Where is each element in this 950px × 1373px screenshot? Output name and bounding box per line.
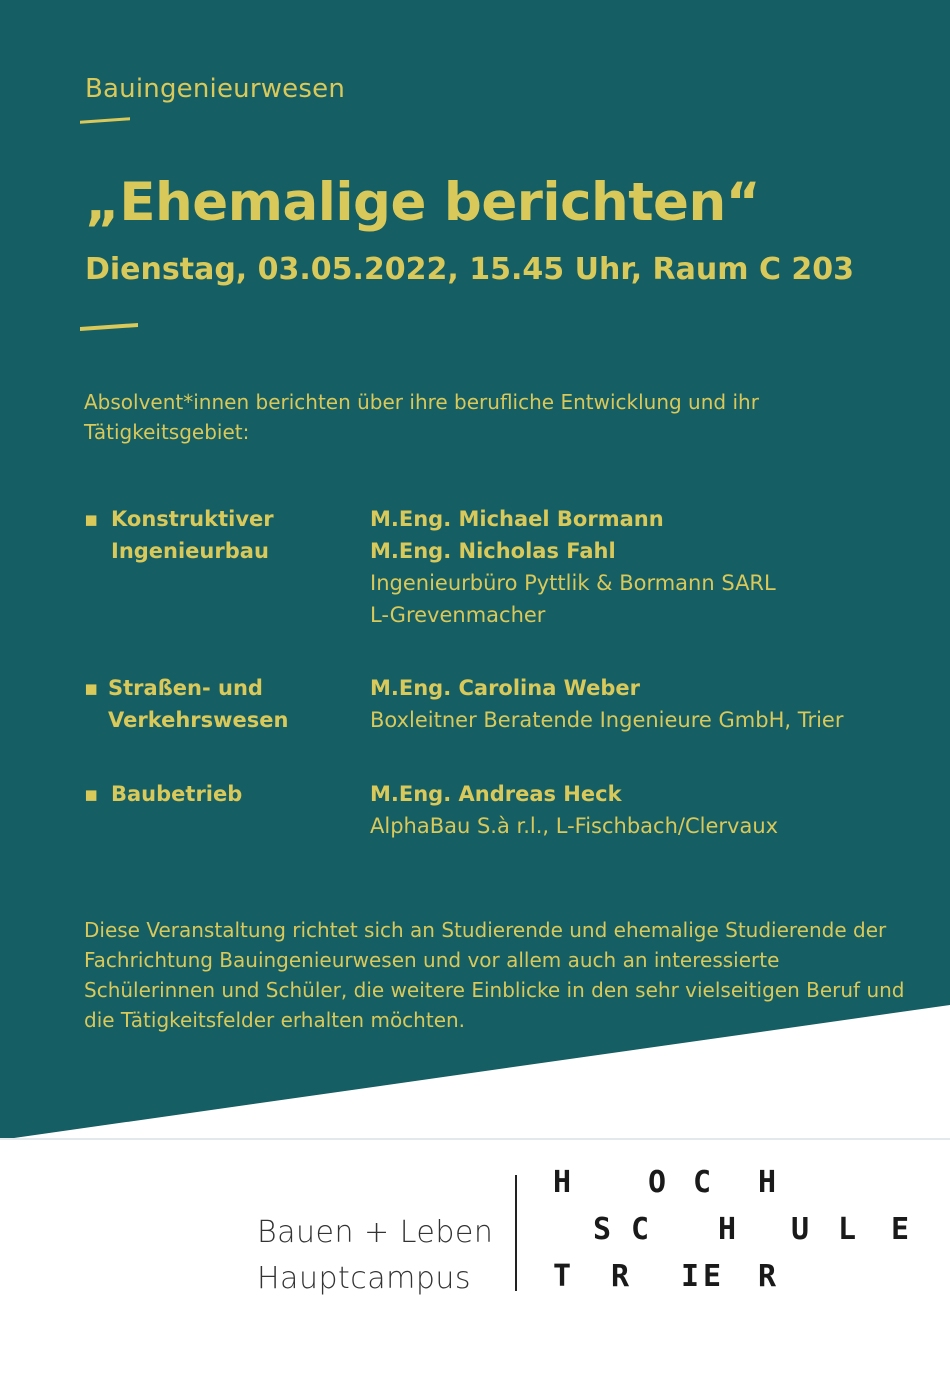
speaker-location: L-Grevenmacher <box>370 603 546 627</box>
footer-divider <box>515 1175 517 1291</box>
campus-label <box>257 1210 493 1302</box>
session-area <box>111 503 351 567</box>
logo-letter: C <box>631 1212 650 1247</box>
area-line: Ingenieurbau <box>111 539 269 563</box>
area-line: Straßen- und <box>108 676 263 700</box>
logo-row <box>553 1259 933 1303</box>
logo-letter: E <box>703 1259 722 1294</box>
session-speakers <box>370 503 910 631</box>
session-area <box>111 778 351 810</box>
logo-letter: T <box>553 1259 572 1294</box>
logo-letter: L <box>838 1212 857 1247</box>
area-line: Verkehrswesen <box>108 708 289 732</box>
area-line: Baubetrieb <box>111 782 243 806</box>
audience-note: Diese Veranstaltung richtet sich an Studierende und ehemalige Studierende der Fachrichtung Bauingenieurwesen und vor allem auch an interessierte Schülerinnen und Schüler, die weitere Einblicke in den sehr vielseitigen Beruf und die Tätigkeitsfelder erhalten möchten. <box>84 918 905 1032</box>
speaker-name: M.Eng. Andreas Heck <box>370 782 622 806</box>
campus-line: Hauptcampus <box>257 1261 472 1296</box>
bullet-icon: ▪ <box>84 782 99 806</box>
bullet-icon: ▪ <box>84 507 99 531</box>
event-date-location: Dienstag, 03.05.2022, 15.45 Uhr, Raum C 203 <box>85 252 855 287</box>
area-line: Konstruktiver <box>111 507 274 531</box>
logo-letter: U <box>791 1212 810 1247</box>
bullet-icon: ▪ <box>84 676 99 700</box>
logo-row <box>553 1212 933 1256</box>
speaker-company: Ingenieurbüro Pyttlik & Bormann SARL <box>370 571 776 595</box>
event-title: „Ehemalige berichten“ <box>85 172 761 233</box>
accent-dash <box>80 117 130 123</box>
session-speakers <box>370 672 910 736</box>
logo-letter: H <box>718 1212 737 1247</box>
logo-letter: R <box>758 1259 777 1294</box>
logo-letter: R <box>611 1259 630 1294</box>
hochschule-trier-logo <box>553 1165 933 1295</box>
speaker-name: M.Eng. Michael Bormann <box>370 507 664 531</box>
intro-text: Absolvent*innen berichten über ihre berufliche Entwicklung und ihr Tätigkeitsgebiet: <box>84 390 759 444</box>
speaker-name: M.Eng. Nicholas Fahl <box>370 539 616 563</box>
logo-row <box>553 1165 933 1209</box>
logo-letter: H <box>758 1165 777 1200</box>
speaker-company: AlphaBau S.à r.l., L-Fischbach/Clervaux <box>370 814 779 838</box>
logo-letter: E <box>891 1212 910 1247</box>
speaker-company: Boxleitner Beratende Ingenieure GmbH, Trier <box>370 708 844 732</box>
logo-letter: H <box>553 1165 572 1200</box>
session-speakers <box>370 778 910 842</box>
campus-line: Bauen + Leben <box>257 1215 494 1250</box>
logo-letter: O <box>648 1165 667 1200</box>
logo-letter: I <box>681 1259 700 1294</box>
logo-letter: S <box>593 1212 612 1247</box>
department-label: Bauingenieurwesen <box>85 74 345 104</box>
logo-letter: C <box>693 1165 712 1200</box>
session-area <box>108 672 348 736</box>
accent-dash <box>80 323 138 331</box>
speaker-name: M.Eng. Carolina Weber <box>370 676 640 700</box>
